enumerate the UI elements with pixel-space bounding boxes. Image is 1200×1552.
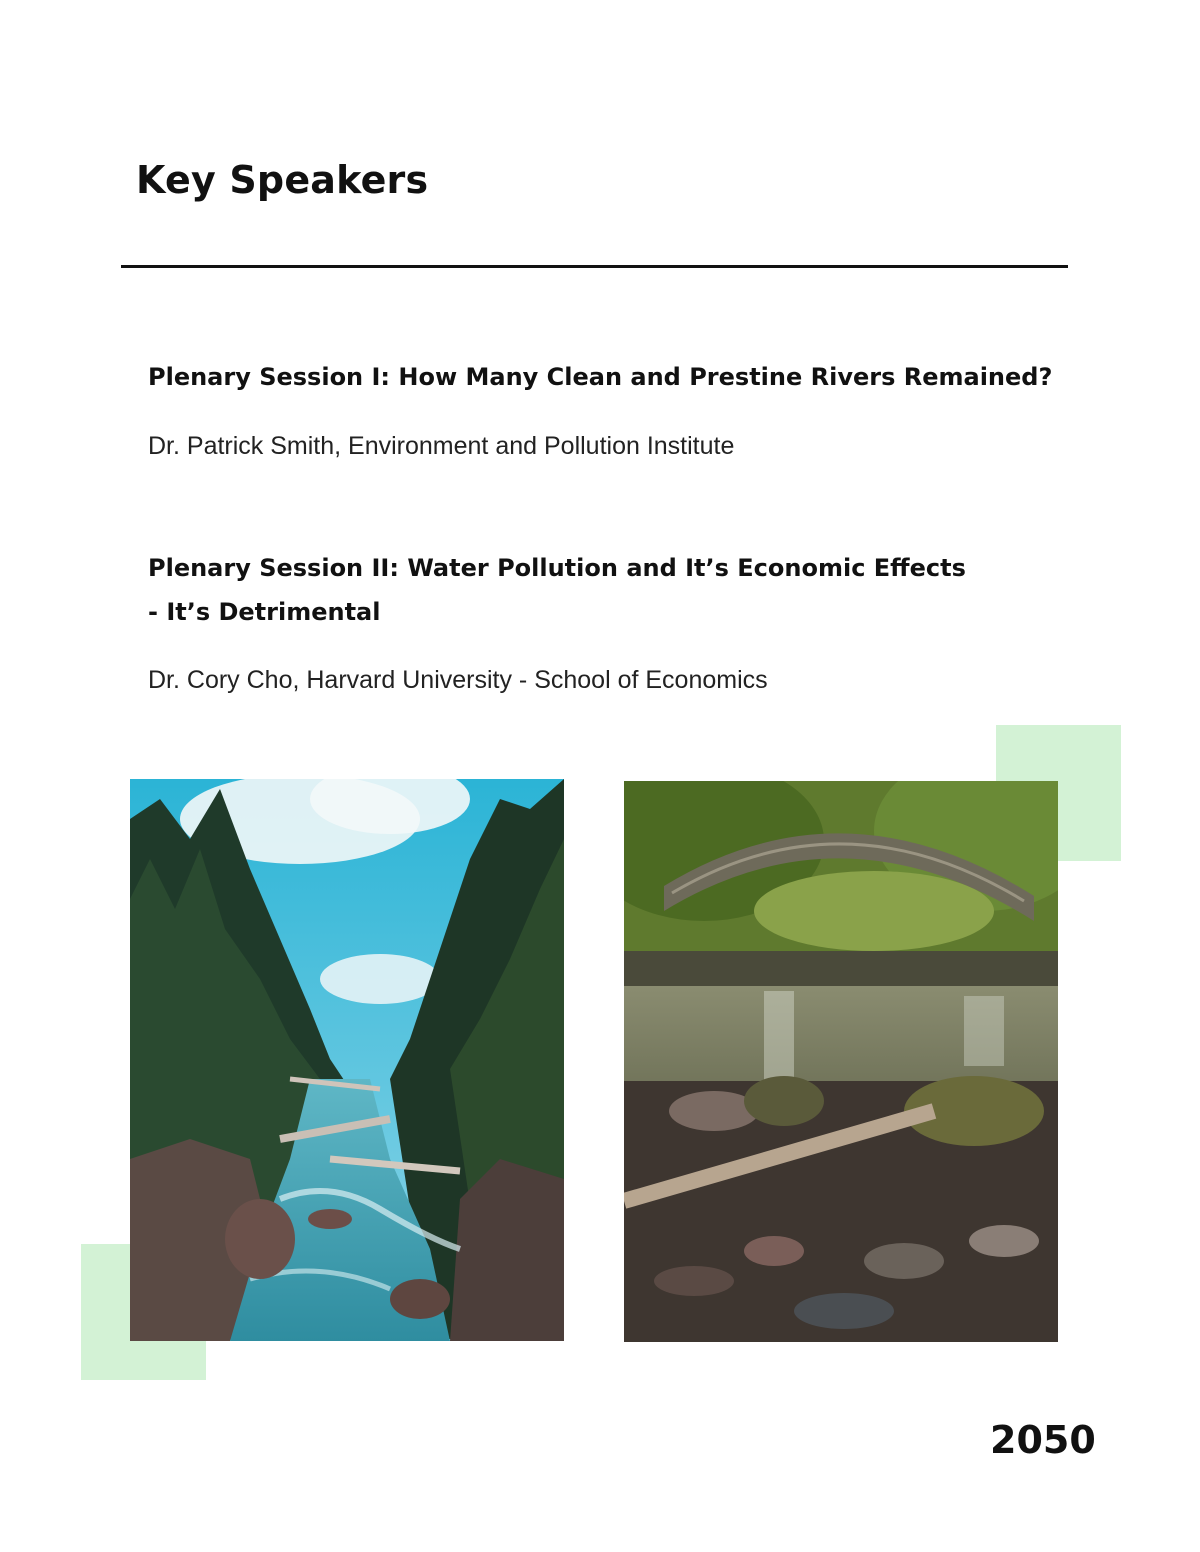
title-divider xyxy=(121,265,1068,268)
forest-river-photo xyxy=(130,779,564,1341)
session-1-speaker: Dr. Patrick Smith, Environment and Pollution Institute xyxy=(148,432,735,460)
bridge-river-photo xyxy=(624,781,1058,1342)
session-2-title xyxy=(148,546,966,634)
session-2-title-line-2: - It’s Detrimental xyxy=(148,598,381,626)
footer-year: 2050 xyxy=(990,1418,1096,1462)
page-title: Key Speakers xyxy=(136,158,429,202)
session-2-title-line-1: Plenary Session II: Water Pollution and It’s Economic Effects xyxy=(148,554,966,582)
session-1-title-line: Plenary Session I: How Many Clean and Prestine Rivers Remained? xyxy=(148,363,1053,391)
session-1-title xyxy=(148,355,1052,399)
session-2-speaker: Dr. Cory Cho, Harvard University - School of Economics xyxy=(148,666,768,694)
